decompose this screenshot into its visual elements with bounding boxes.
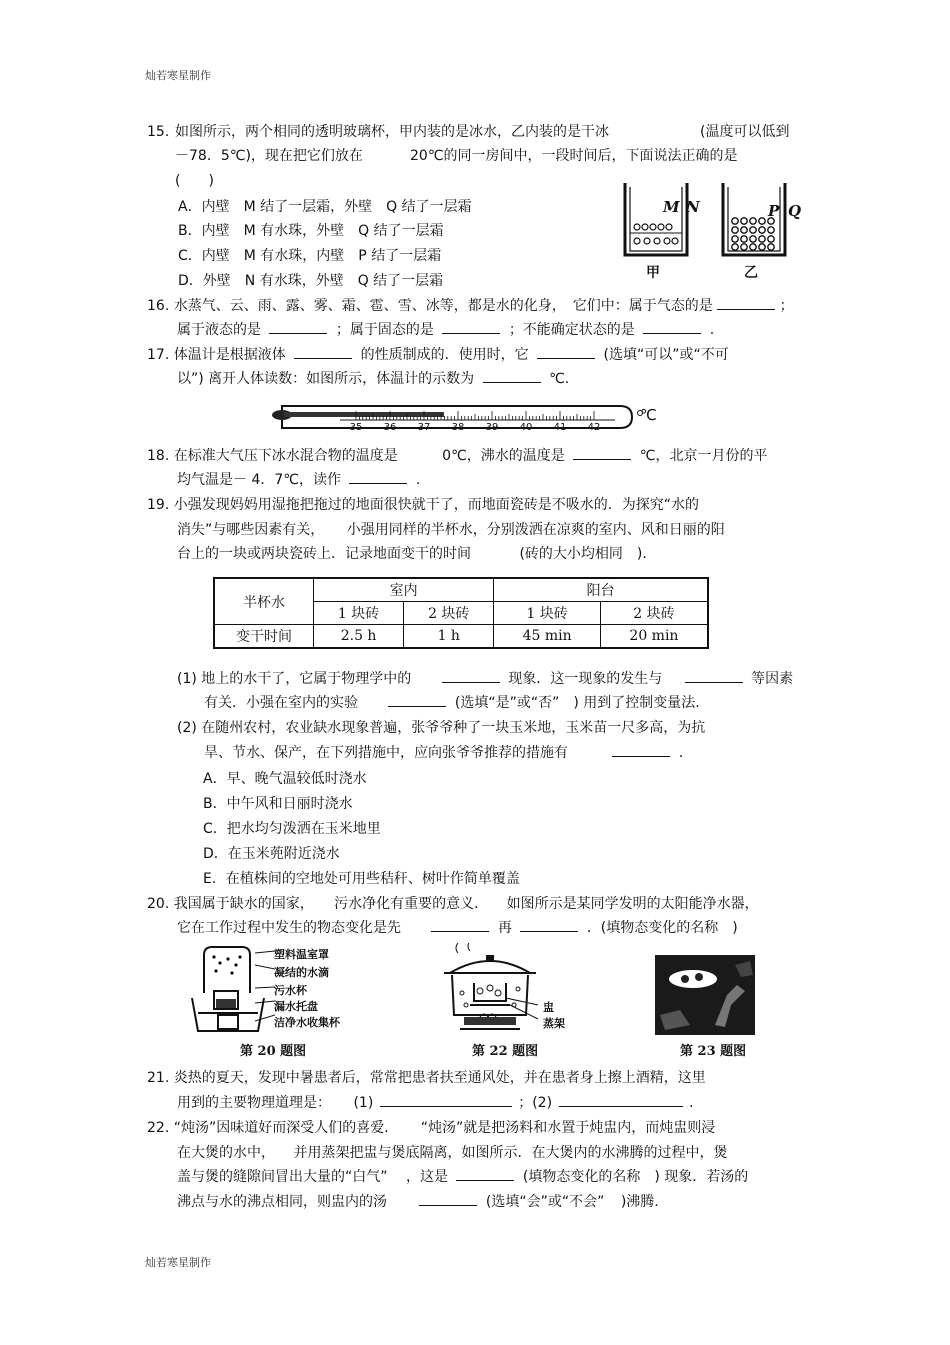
q15-answer-bracket: ( ) — [175, 173, 214, 189]
q21-text: 21. 炎热的夏天，发现中暑患者后，常常把患者扶至通风处，并在患者身上擦上酒精，这里 — [147, 1070, 706, 1086]
thermometer-figure — [270, 400, 660, 434]
q22-text: 22. “炖汤”因味道好而深受人们的喜爱． “炖汤”就是把汤料和水置于炖盅内，而炖盅则浸 — [147, 1120, 716, 1136]
q19-option-d: D．在玉米蔸附近浇水 — [203, 846, 340, 862]
q19-option-e: E．在植株间的空地处可用些秸秆、树叶作简单覆盖 — [203, 871, 520, 887]
q18-text: 均气温是－ 4．7℃，读作 . — [177, 468, 420, 492]
label-p: P — [768, 202, 780, 220]
answer-blank[interactable] — [559, 1092, 683, 1107]
answer-blank[interactable] — [442, 319, 500, 334]
q15-cups-figure — [615, 175, 815, 285]
table-row — [214, 625, 708, 649]
answer-blank[interactable] — [717, 295, 775, 310]
q19-part2-text: 旱、节水、保产，在下列措施中，应向张爷爷推荐的措施有 . — [204, 741, 683, 765]
fig20-label: 洁净水收集杯 — [274, 1016, 340, 1029]
q15-option-a: A．内壁 M 结了一层霜，外壁 Q 结了一层霜 — [178, 199, 472, 215]
q19-option-c: C．把水均匀泼洒在玉米地里 — [203, 821, 381, 837]
q17-text: 以”) 离开人体读数：如图所示，体温计的示数为 ℃. — [177, 367, 569, 391]
q18-text: 18. 在标准大气压下冰水混合物的温度是 0℃，沸水的温度是 ℃，北京一月份的平 — [147, 444, 767, 468]
answer-blank[interactable] — [269, 319, 327, 334]
q15-option-c: C．内壁 M 有水珠，内壁 P 结了一层霜 — [178, 248, 442, 264]
q21-number: 21. — [147, 1070, 170, 1086]
q19-data-table — [213, 577, 709, 649]
q16-text: 16. 水蒸气、云、雨、露、雾、霜、雹、雪、冰等，都是水的化身， 它们中：属于气态的是 ； — [147, 294, 794, 318]
label-m: M — [663, 198, 680, 216]
thermometer-tick-label: 39 — [485, 422, 499, 433]
q15-option-b: B．内壁 M 有水珠，外壁 Q 结了一层霜 — [178, 223, 444, 239]
q19-part1-text: 有关．小强在室内的实验 (选填“是”或“否” ) 用到了控制变量法. — [204, 691, 700, 715]
thermometer-tick-label: 41 — [553, 422, 567, 433]
thermometer-tick-label: 38 — [451, 422, 465, 433]
table-cell: 1 h — [404, 625, 494, 649]
label-pointer-lines — [255, 943, 275, 1033]
table-sub-header: 1 块砖 — [494, 602, 601, 625]
table-sub-header: 2 块砖 — [404, 602, 494, 625]
fig20-label: 漏水托盘 — [274, 1000, 318, 1013]
thermometer-tick-label: 37 — [417, 422, 431, 433]
table-sub-header: 1 块砖 — [314, 602, 404, 625]
answer-blank[interactable] — [685, 668, 743, 683]
table-cell: 45 min — [494, 625, 601, 649]
q19-option-a: A．早、晚气温较低时浇水 — [203, 771, 367, 787]
answer-blank[interactable] — [643, 319, 701, 334]
table-sub-header: 2 块砖 — [600, 602, 708, 625]
table-cell: 20 min — [600, 625, 708, 649]
table-cell: 2.5 h — [314, 625, 404, 649]
stew-pot-figure — [440, 943, 540, 1038]
q15-text: 如图所示，两个相同的透明玻璃杯，甲内装的是冰水，乙内装的是干冰 — [175, 124, 609, 140]
q17-number: 17. — [147, 347, 170, 363]
q16-number: 16. — [147, 298, 170, 314]
label-cup-yi: 乙 — [744, 265, 758, 281]
thermometer-tick-label: 40 — [519, 422, 533, 433]
q15-number: 15. — [147, 124, 170, 140]
answer-blank[interactable] — [349, 469, 407, 484]
label-cup-jia: 甲 — [646, 265, 660, 281]
answer-blank[interactable] — [294, 344, 352, 359]
q19-part1-text: (1) 地上的水干了，它属于物理学中的 现象．这一现象的发生与 等因素 — [177, 667, 793, 691]
q18-number: 18. — [147, 448, 170, 464]
thermometer-tick-label: 36 — [383, 422, 397, 433]
q22-number: 22. — [147, 1120, 170, 1136]
q19-part2-text: (2) 在随州农村，农业缺水现象普遍，张爷爷种了一块玉米地，玉米苗一尺多高，为抗 — [177, 720, 706, 736]
answer-blank[interactable] — [380, 1092, 512, 1107]
thermometer-unit: ℃ — [640, 406, 657, 424]
q19-number: 19. — [147, 497, 170, 513]
answer-blank[interactable] — [419, 1191, 477, 1206]
q22-text: 沸点与水的沸点相同，则盅内的汤 (选填“会”或“不会” )沸腾. — [177, 1190, 659, 1214]
label-q: Q — [788, 202, 802, 220]
thermometer-tick-label: 42 — [587, 422, 601, 433]
q20-text: 20. 我国属于缺水的国家， 污水净化有重要的意义． 如图所示是某同学发明的太阳能净水器， — [147, 896, 759, 912]
figure-caption: 第 20 题图 — [240, 1044, 307, 1059]
q15-option-d: D．外壁 N 有水珠，外壁 Q 结了一层霜 — [178, 273, 444, 289]
page-header: 灿若寒星制作 — [145, 69, 211, 82]
q19-text: 台上的一块或两块瓷砖上．记录地面变干的时间 (砖的大小均相同 ). — [177, 546, 647, 562]
answer-blank[interactable] — [520, 917, 578, 932]
q19-text: 消失”与哪些因素有关， 小强用同样的半杯水，分别泼洒在凉爽的室内、风和日丽的阳 — [177, 522, 725, 538]
q16-text: 属于液态的是 ；属于固态的是 ；不能确定状态的是 . — [177, 318, 714, 342]
answer-blank[interactable] — [442, 668, 500, 683]
answer-blank[interactable] — [483, 368, 541, 383]
fig22-label: 蒸架 — [543, 1017, 565, 1030]
answer-blank[interactable] — [612, 742, 670, 757]
q15-text: 20℃的同一房间中，一段时间后，下面说法正确的是 — [410, 148, 738, 164]
answer-blank[interactable] — [431, 917, 489, 932]
page-footer: 灿若寒星制作 — [145, 1256, 211, 1269]
label-n: N — [686, 198, 700, 216]
q20-text: 它在工作过程中发生的物态变化是先 再 ．(填物态变化的名称 ) — [177, 916, 738, 940]
thermometer-tick-label: 35 — [349, 422, 363, 433]
answer-blank[interactable] — [537, 344, 595, 359]
fig20-label: 塑料温室罩 — [274, 948, 329, 961]
figure-caption: 第 22 题图 — [472, 1044, 539, 1059]
q22-text: 盖与煲的缝隙间冒出大量的“白气” ，这是 (填物态变化的名称 ) 现象．若汤的 — [177, 1165, 748, 1189]
table-group-header: 室内 — [314, 578, 494, 602]
fig22-label: 盅 — [543, 1001, 554, 1014]
table-group-header: 阳台 — [494, 578, 708, 602]
q15-text: －78．5℃)，现在把它们放在 — [175, 148, 363, 164]
figure-caption: 第 23 题图 — [680, 1044, 747, 1059]
fig20-label: 污水杯 — [274, 984, 307, 997]
table-row — [214, 578, 708, 602]
q19-option-b: B．中午风和日丽时浇水 — [203, 796, 353, 812]
q17-text: 17. 体温计是根据液体 的性质制成的．使用时，它 (选填“可以”或“不可 — [147, 343, 729, 367]
answer-blank[interactable] — [388, 692, 446, 707]
table-corner-cell: 半杯水 — [214, 578, 314, 625]
answer-blank[interactable] — [573, 445, 631, 460]
q20-number: 20. — [147, 896, 170, 912]
answer-blank[interactable] — [456, 1166, 514, 1181]
fig20-label: 凝结的水滴 — [274, 966, 329, 979]
q15-text: (温度可以低到 — [700, 124, 790, 140]
table-row-label: 变干时间 — [214, 625, 314, 649]
q22-text: 在大煲的水中， 并用蒸架把盅与煲底隔离，如图所示．在大煲内的水沸腾的过程中，煲 — [177, 1145, 728, 1161]
fig23-photo — [655, 955, 755, 1035]
q21-text: 用到的主要物理道理是： (1) ；(2) . — [177, 1091, 693, 1115]
q19-text: 19. 小强发现妈妈用湿拖把拖过的地面很快就干了，而地面瓷砖是不吸水的．为探究“水的 — [147, 497, 699, 513]
